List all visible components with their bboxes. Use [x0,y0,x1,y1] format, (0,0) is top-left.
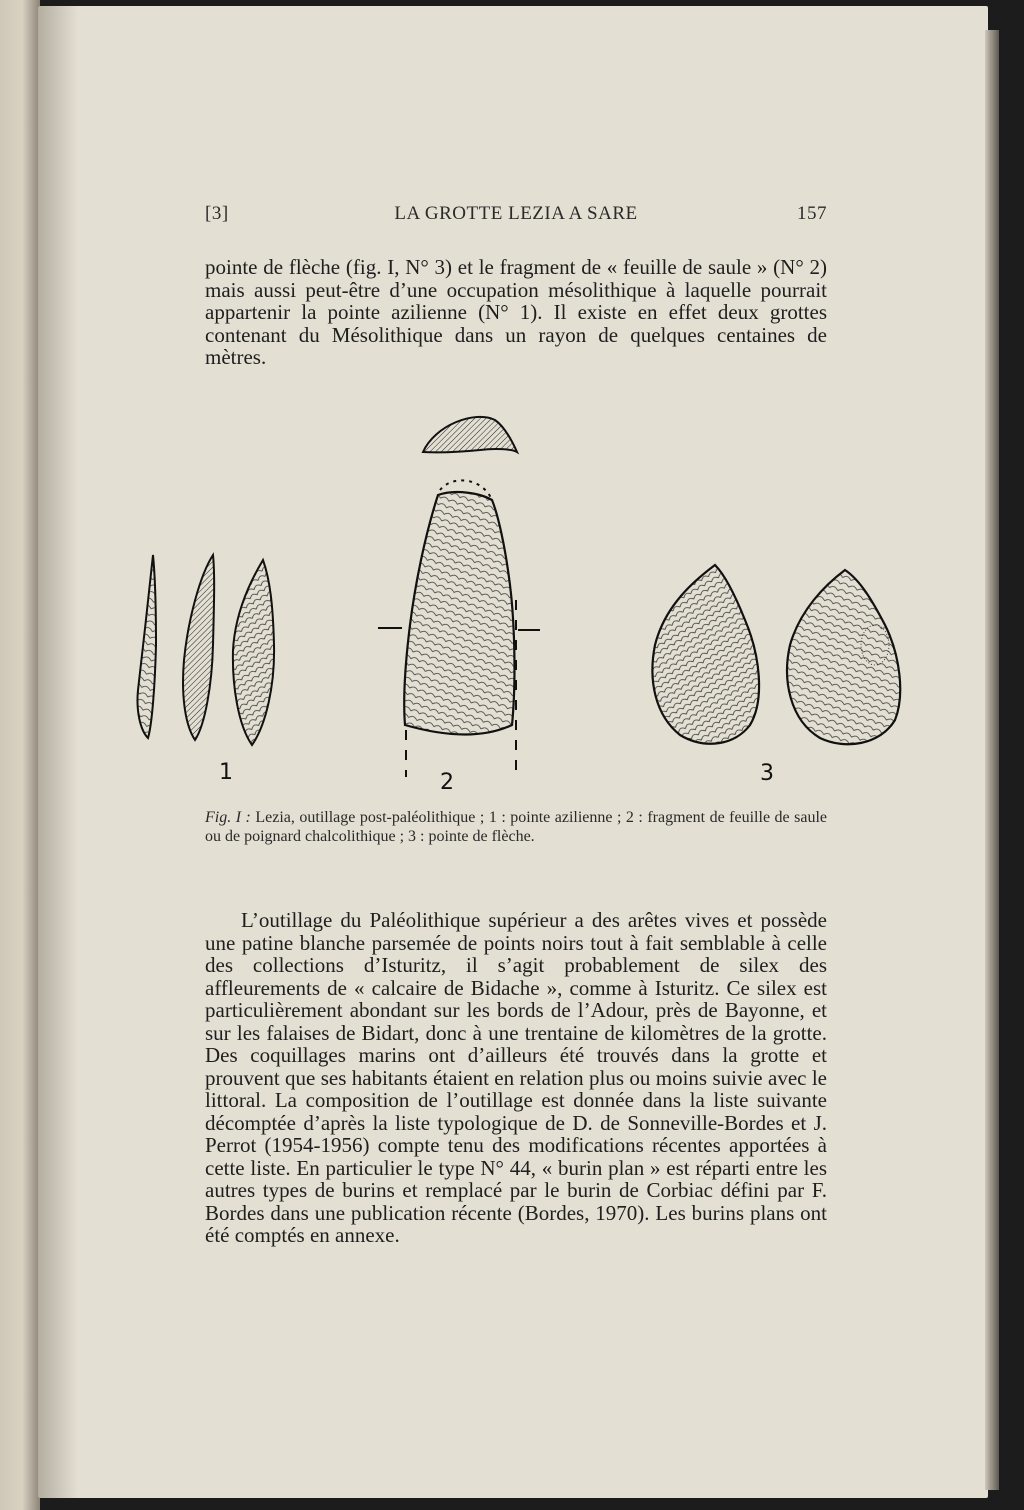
paragraph-intro: pointe de flèche (fig. I, N° 3) et le fragment de « feuille de saule » (N° 2) mais aussi peut-être d’une occupation mésolithique à laquelle pourrait appartenir la pointe azilienne (N° 1). Il existe en effet deux grottes contenant du Mésolithique dans un rayon de quelques centaines de mètres. [205,255,827,369]
figure-caption [205,809,827,846]
arrowhead-drawing [652,565,900,744]
page-stack-edge [985,30,999,1490]
chapter-number: [3] [205,203,229,224]
lithic-tools-drawing [120,405,920,800]
azilian-point-drawing [137,555,274,745]
facing-page-edge [0,0,40,1510]
caption-figure-ref: Fig. I : [205,809,251,826]
figure-label-2: 2 [440,770,454,795]
leaf-fragment-drawing [378,417,540,777]
page-number: 157 [797,203,827,224]
figure-label-1: 1 [219,760,233,785]
running-header [205,203,827,233]
figure-lithic-tools [120,405,920,800]
running-title: LA GROTTE LEZIA A SARE [394,203,638,224]
figure-label-3: 3 [760,761,774,786]
paragraph-main: L’outillage du Paléolithique supérieur a des arêtes vives et possède une patine blanche parsemée de points noirs tout à fait semblable à celle des collections d’Isturitz, il s’agit probablement de silex des affleurements de « calcaire de Bidache », comme à Isturitz. Ce silex est particulièrement abondant sur les bords de l’Adour, près de Bayonne, et sur les falaises de Bidart, donc à une trentaine de kilomètres de la grotte. Des coquillages marins ont d’ailleurs été trouvés dans la grotte et prouvent que ses habitants étaient en relation plus ou moins suivie avec le littoral. La composition de l’outillage est donnée dans la liste suivante décomptée d’après la liste typologique de D. de Sonneville-Bordes et J. Perrot (1954-1956) compte tenu des modifications récentes apportées à cette liste. En particulier le type N° 44, « burin plan » est réparti entre les autres types de burins et remplacé par le burin de Corbiac défini par F. Bordes dans une publication récente (Bordes, 1970). Les burins plans ont été comptés en annexe. [205,908,827,1247]
caption-text: Lezia, outillage post-paléolithique ; 1 : pointe azilienne ; 2 : fragment de feuille de saule ou de poignard chalcolithique ; 3 : pointe de flèche. [205,809,828,845]
gutter-shadow [38,6,78,1498]
